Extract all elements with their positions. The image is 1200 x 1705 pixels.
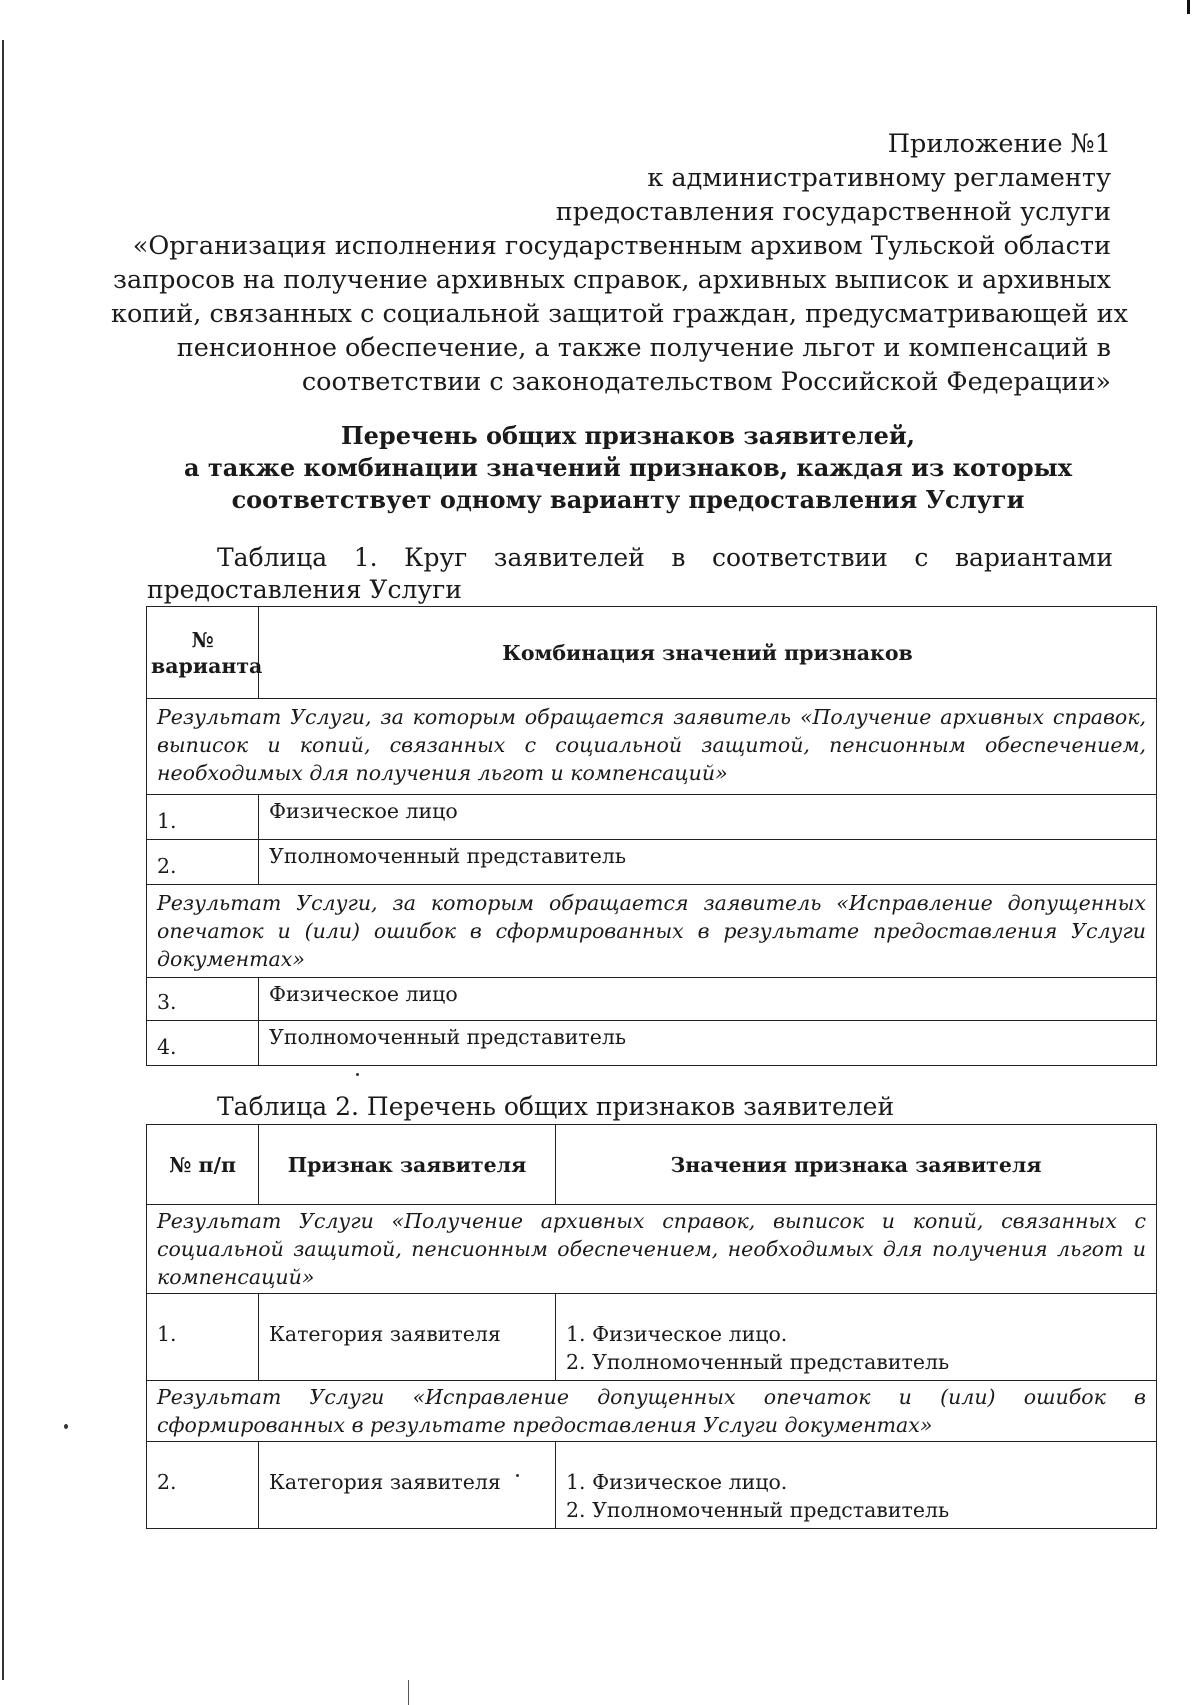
heading-line: а также комбинации значений признаков, каждая из которых — [183, 453, 1072, 482]
scan-mark-top — [1187, 0, 1190, 14]
attribute-name: Категория заявителя — [259, 1442, 556, 1529]
attribute-value-item: 1. Физическое лицо. — [566, 1470, 788, 1494]
heading-line: соответствует одному варианту предоставления Услуги — [231, 485, 1025, 514]
scan-mark-bottom — [408, 1680, 409, 1705]
variant-number: 1. — [147, 795, 259, 840]
appendix-line: пенсионное обеспечение, а также получение льгот и компенсаций в — [176, 333, 1111, 363]
table1-header-row — [147, 607, 1157, 699]
variant-value: Физическое лицо — [259, 795, 1157, 840]
heading-line: Перечень общих признаков заявителей, — [341, 421, 915, 450]
appendix-line: «Организация исполнения государственным архивом Тульской области — [132, 231, 1111, 261]
variant-number: 4. — [147, 1021, 259, 1066]
table-row — [147, 1021, 1157, 1066]
attribute-name: Категория заявителя — [259, 1294, 556, 1381]
table2-section-result: Результат Услуги «Исправление допущенных опечаток и (или) ошибок в сформированных в результате предоставления Услуги документах» — [147, 1381, 1157, 1442]
table2-header-values: Значения признака заявителя — [556, 1125, 1157, 1205]
attribute-value-item: 2. Уполномоченный представитель — [566, 1498, 950, 1522]
attribute-value-item: 1. Физическое лицо. — [566, 1322, 788, 1346]
table2-caption: Таблица 2. Перечень общих признаков заявителей — [217, 1092, 895, 1121]
table1-section-row — [147, 885, 1157, 978]
table1-caption: Таблица 1. Круг заявителей в соответствии с вариантами предоставления Услуги — [147, 543, 1113, 604]
table-row — [147, 1442, 1157, 1529]
variant-number: 2. — [147, 840, 259, 885]
variant-number: 3. — [147, 978, 259, 1021]
table-applicant-attributes — [146, 1124, 1157, 1529]
table1-section-result: Результат Услуги, за которым обращается заявитель «Получение архивных справок, выписок и копий, связанных с социальной защитой, пенсионным обеспечением, необходимых для получения льгот и компенсаций» — [147, 699, 1157, 795]
table-row — [147, 795, 1157, 840]
table-row — [147, 978, 1157, 1021]
variant-value: Физическое лицо — [259, 978, 1157, 1021]
appendix-line: Приложение №1 — [887, 129, 1111, 159]
appendix-line: к административному регламенту — [647, 163, 1111, 193]
attribute-value-item: 2. Уполномоченный представитель — [566, 1350, 950, 1374]
scan-speck — [356, 1073, 359, 1076]
table2-section-result: Результат Услуги «Получение архивных справок, выписок и копий, связанных с социальной защитой, пенсионным обеспечением, необходимых для получения льгот и компенсаций» — [147, 1205, 1157, 1294]
table2-header-row — [147, 1125, 1157, 1205]
table2-header-number: № п/п — [147, 1125, 259, 1205]
attribute-values — [556, 1294, 1157, 1381]
table-row — [147, 1294, 1157, 1381]
attribute-number: 2. — [147, 1442, 259, 1529]
table1-section-result: Результат Услуги, за которым обращается заявитель «Исправление допущенных опечаток и (или) ошибок в сформированных в результате предоставления Услуги документах» — [147, 885, 1157, 978]
table2-header-attribute: Признак заявителя — [259, 1125, 556, 1205]
variant-value: Уполномоченный представитель — [259, 1021, 1157, 1066]
scan-speck — [64, 1424, 68, 1429]
table1-header-variant-number: № варианта — [147, 607, 259, 699]
variant-value: Уполномоченный представитель — [259, 840, 1157, 885]
appendix-line: предоставления государственной услуги — [555, 197, 1111, 227]
table-row — [147, 840, 1157, 885]
table-applicant-variants — [146, 606, 1157, 1066]
document-heading — [145, 420, 1111, 516]
table1-header-combination: Комбинация значений признаков — [259, 607, 1157, 699]
appendix-line: соответствии с законодательством Российской Федерации» — [301, 367, 1111, 397]
appendix-line: копий, связанных с социальной защитой граждан, предусматривающей их — [111, 299, 1128, 329]
attribute-values — [556, 1442, 1157, 1529]
attribute-number: 1. — [147, 1294, 259, 1381]
appendix-block — [111, 127, 1128, 399]
scan-edge-left — [2, 40, 4, 1680]
table2-section-row — [147, 1205, 1157, 1294]
appendix-line: запросов на получение архивных справок, архивных выписок и архивных — [113, 265, 1111, 295]
table2-section-row — [147, 1381, 1157, 1442]
table1-section-row — [147, 699, 1157, 795]
